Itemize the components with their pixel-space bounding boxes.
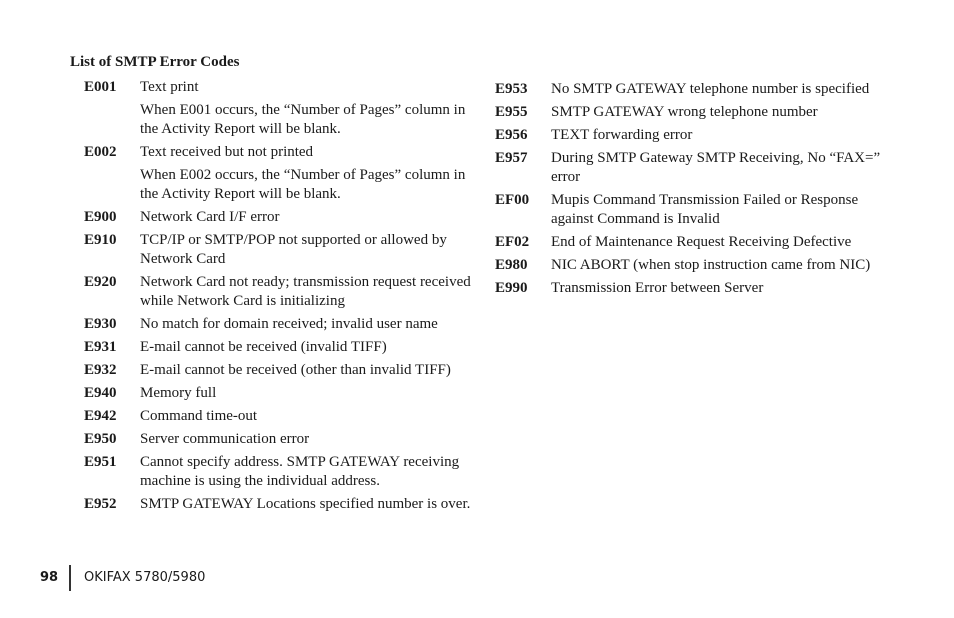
error-entry xyxy=(84,273,474,311)
error-entry xyxy=(84,208,474,227)
footer-title: OKIFAX 5780/5980 xyxy=(84,570,206,585)
error-code: E930 xyxy=(84,316,117,332)
error-description-block xyxy=(140,143,474,204)
error-description-block xyxy=(140,208,474,227)
error-description-block xyxy=(140,273,474,311)
error-description-block xyxy=(140,430,474,449)
error-note: When E002 occurs, the “Number of Pages” column in the Activity Report will be blank. xyxy=(140,167,466,202)
error-description-block xyxy=(551,233,885,252)
error-code: E956 xyxy=(495,127,528,143)
error-description: Text print xyxy=(140,79,199,95)
error-description-block xyxy=(551,256,885,275)
error-description: SMTP GATEWAY wrong telephone number xyxy=(551,104,818,120)
error-description-block xyxy=(551,80,885,99)
error-description-block xyxy=(551,191,885,229)
error-code: E957 xyxy=(495,150,528,166)
error-entry xyxy=(84,231,474,269)
footer-divider xyxy=(69,565,71,591)
error-code: E002 xyxy=(84,144,117,160)
error-code: E931 xyxy=(84,339,117,355)
error-description-block xyxy=(551,279,885,298)
error-entry xyxy=(495,233,885,252)
error-code: E001 xyxy=(84,79,117,95)
error-description: E-mail cannot be received (invalid TIFF) xyxy=(140,339,387,355)
error-list-right xyxy=(495,80,885,298)
error-code: E953 xyxy=(495,81,528,97)
error-entry xyxy=(84,384,474,403)
error-entry xyxy=(495,126,885,145)
error-entry xyxy=(495,256,885,275)
error-code: E950 xyxy=(84,431,117,447)
error-entry xyxy=(84,430,474,449)
error-description: Server communication error xyxy=(140,431,310,447)
error-code: E990 xyxy=(495,280,528,296)
error-description: Mupis Command Transmission Failed or Response against Command is Invalid xyxy=(551,192,859,227)
error-code: E900 xyxy=(84,209,117,225)
error-entry xyxy=(84,338,474,357)
error-description: TEXT forwarding error xyxy=(551,127,693,143)
error-description: Text received but not printed xyxy=(140,144,314,160)
error-code: E942 xyxy=(84,408,117,424)
error-description: Memory full xyxy=(140,385,217,401)
error-note: When E001 occurs, the “Number of Pages” column in the Activity Report will be blank. xyxy=(140,102,466,137)
error-description: E-mail cannot be received (other than invalid TIFF) xyxy=(140,362,451,378)
error-code: E951 xyxy=(84,454,117,470)
error-description-block xyxy=(140,361,474,380)
error-entry xyxy=(84,315,474,334)
error-description: No SMTP GATEWAY telephone number is specified xyxy=(551,81,870,97)
error-entry xyxy=(495,279,885,298)
error-description-block xyxy=(140,384,474,403)
error-entry xyxy=(495,103,885,122)
error-description: Transmission Error between Server xyxy=(551,280,764,296)
error-code: E920 xyxy=(84,274,117,290)
error-entry xyxy=(84,407,474,426)
error-description-block xyxy=(140,338,474,357)
error-description: No match for domain received; invalid user name xyxy=(140,316,438,332)
error-description: SMTP GATEWAY Locations specified number is over. xyxy=(140,496,471,512)
error-code: E952 xyxy=(84,496,117,512)
error-description: Command time-out xyxy=(140,408,258,424)
error-description-block xyxy=(140,315,474,334)
error-entry xyxy=(84,453,474,491)
error-list-left xyxy=(84,78,474,514)
error-code: EF02 xyxy=(495,234,530,250)
error-description: End of Maintenance Request Receiving Defective xyxy=(551,234,852,250)
error-description-block xyxy=(140,78,474,139)
error-entry xyxy=(495,149,885,187)
error-description-block xyxy=(140,231,474,269)
error-description-block xyxy=(140,453,474,491)
error-description: TCP/IP or SMTP/POP not supported or allowed by Network Card xyxy=(140,232,447,267)
error-code: E940 xyxy=(84,385,117,401)
error-code: EF00 xyxy=(495,192,530,208)
error-description: Network Card not ready; transmission request received while Network Card is initializing xyxy=(140,274,471,309)
error-entry xyxy=(84,361,474,380)
error-entry xyxy=(84,143,474,204)
error-code: E980 xyxy=(495,257,528,273)
error-entry xyxy=(495,191,885,229)
error-description-block xyxy=(551,149,885,187)
error-code: E932 xyxy=(84,362,117,378)
page-number: 98 xyxy=(40,570,59,585)
page-heading: List of SMTP Error Codes xyxy=(70,54,240,70)
error-description-block xyxy=(551,103,885,122)
error-description: NIC ABORT (when stop instruction came from NIC) xyxy=(551,257,871,273)
error-entry xyxy=(84,495,474,514)
error-code: E955 xyxy=(495,104,528,120)
error-entry xyxy=(495,80,885,99)
error-description: Cannot specify address. SMTP GATEWAY receiving machine is using the individual address. xyxy=(140,454,460,489)
error-description-block xyxy=(551,126,885,145)
error-description-block xyxy=(140,495,474,514)
error-description-block xyxy=(140,407,474,426)
error-description: Network Card I/F error xyxy=(140,209,280,225)
error-entry xyxy=(84,78,474,139)
error-code: E910 xyxy=(84,232,117,248)
error-description: During SMTP Gateway SMTP Receiving, No “FAX=” error xyxy=(551,150,881,185)
